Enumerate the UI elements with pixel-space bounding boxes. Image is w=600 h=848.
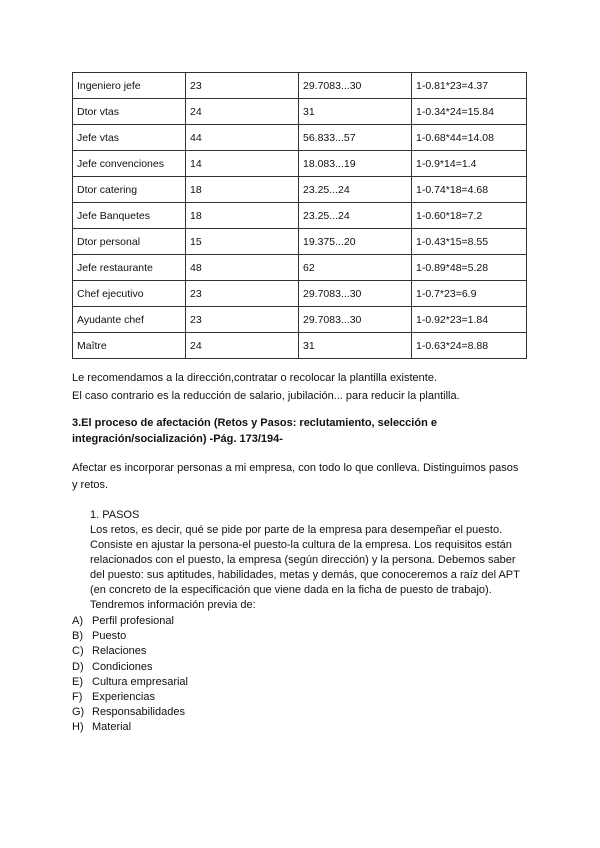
- calc-cell: 18.083...19: [299, 151, 412, 177]
- list-item-text: Experiencias: [92, 691, 155, 703]
- list-item-text: Cultura empresarial: [92, 675, 188, 688]
- list-item-text: Perfil profesional: [92, 615, 174, 627]
- list-item-text: Relaciones: [92, 645, 147, 658]
- list-item-text: Puesto: [92, 630, 127, 643]
- position-cell: Dtor catering: [73, 177, 186, 203]
- formula-cell: 1-0.7*23=6.9: [412, 281, 527, 307]
- formula-cell: 1-0.63*24=8.88: [412, 333, 527, 359]
- pasos-body-line: relacionados con el puesto, la empresa (según dirección) y la persona. Debemos saber: [90, 554, 516, 566]
- table-row: [73, 203, 527, 229]
- formula-cell: 1-0.89*48=5.28: [412, 255, 527, 281]
- value-cell: 14: [186, 151, 299, 177]
- pasos-body-line: Consiste en ajustar la persona-el puesto-la cultura de la empresa. Los requisitos están: [90, 539, 512, 551]
- recommendation-line-2: El caso contrario es la reducción de salario, jubilación... para reducir la plantilla.: [72, 390, 460, 402]
- calc-cell: 29.7083...30: [299, 281, 412, 307]
- list-marker: E): [72, 675, 83, 688]
- position-cell: Jefe convenciones: [73, 151, 186, 177]
- value-cell: 24: [186, 99, 299, 125]
- table-row: [73, 229, 527, 255]
- formula-cell: 1-0.9*14=1.4: [412, 151, 527, 177]
- calc-cell: 62: [299, 255, 412, 281]
- value-cell: 23: [186, 73, 299, 99]
- formula-cell: 1-0.81*23=4.37: [412, 73, 527, 99]
- table-row: [73, 73, 527, 99]
- list-item-text: Material: [92, 721, 132, 734]
- calc-cell: 19.375...20: [299, 229, 412, 255]
- pasos-body-line: (en concreto de la especificación que viene dada en la ficha de puesto de trabajo).: [90, 584, 492, 596]
- formula-cell: 1-0.92*23=1.84: [412, 307, 527, 333]
- list-marker: A): [72, 615, 83, 627]
- intro-line-2: y retos.: [72, 479, 109, 491]
- table-row: [73, 307, 527, 333]
- formula-cell: 1-0.68*44=14.08: [412, 125, 527, 151]
- calc-cell: 31: [299, 333, 412, 359]
- list-marker: F): [72, 691, 83, 703]
- pasos-body-line: del puesto: sus aptitudes, habilidades, metas y demás, que conoceremos a raíz del APT: [90, 569, 520, 581]
- position-cell: Ingeniero jefe: [73, 73, 186, 99]
- list-item: [72, 705, 185, 719]
- table-row: [73, 333, 527, 359]
- list-marker: H): [72, 721, 84, 734]
- list-item: [72, 614, 174, 628]
- value-cell: 24: [186, 333, 299, 359]
- list-item: [72, 690, 155, 704]
- section-heading-line-2: integración/socialización) -Pág. 173/194-: [72, 433, 283, 445]
- list-item-text: Responsabilidades: [92, 706, 185, 719]
- table-row: [73, 281, 527, 307]
- calc-cell: 29.7083...30: [299, 73, 412, 99]
- value-cell: 15: [186, 229, 299, 255]
- table-row: [73, 177, 527, 203]
- list-item: [72, 629, 126, 643]
- calc-cell: 23.25...24: [299, 203, 412, 229]
- section-heading-line-1: 3.El proceso de afectación (Retos y Pasos: reclutamiento, selección e: [72, 417, 437, 429]
- position-cell: Dtor vtas: [73, 99, 186, 125]
- pasos-body-line: Tendremos información previa de:: [90, 599, 256, 611]
- position-cell: Dtor personal: [73, 229, 186, 255]
- formula-cell: 1-0.34*24=15.84: [412, 99, 527, 125]
- calc-cell: 23.25...24: [299, 177, 412, 203]
- list-item: [72, 720, 131, 734]
- list-item: [72, 660, 153, 674]
- calc-cell: 31: [299, 99, 412, 125]
- list-marker: B): [72, 630, 83, 643]
- list-marker: G): [72, 706, 85, 719]
- recommendation-line-1: Le recomendamos a la dirección,contratar o recolocar la plantilla existente.: [72, 372, 438, 384]
- pasos-body-line: Los retos, es decir, qué se pide por parte de la empresa para desempeñar el puesto.: [90, 524, 503, 536]
- position-cell: Jefe restaurante: [73, 255, 186, 281]
- position-cell: Ayudante chef: [73, 307, 186, 333]
- table-row: [73, 255, 527, 281]
- list-marker: C): [72, 645, 84, 658]
- position-cell: Jefe Banquetes: [73, 203, 186, 229]
- formula-cell: 1-0.60*18=7.2: [412, 203, 527, 229]
- table-row: [73, 151, 527, 177]
- position-cell: Jefe vtas: [73, 125, 186, 151]
- value-cell: 18: [186, 203, 299, 229]
- table-row: [73, 125, 527, 151]
- position-cell: Maître: [73, 333, 186, 359]
- calc-cell: 56.833...57: [299, 125, 412, 151]
- value-cell: 23: [186, 281, 299, 307]
- value-cell: 23: [186, 307, 299, 333]
- calc-cell: 29.7083...30: [299, 307, 412, 333]
- staffing-table: [72, 72, 527, 359]
- value-cell: 18: [186, 177, 299, 203]
- value-cell: 44: [186, 125, 299, 151]
- formula-cell: 1-0.43*15=8.55: [412, 229, 527, 255]
- formula-cell: 1-0.74*18=4.68: [412, 177, 527, 203]
- list-item: [72, 644, 146, 658]
- list-item-text: Condiciones: [92, 660, 153, 673]
- pasos-title: 1. PASOS: [90, 509, 140, 521]
- intro-line-1: Afectar es incorporar personas a mi empresa, con todo lo que conlleva. Distinguimos pasos: [72, 462, 519, 474]
- list-item: [72, 675, 188, 689]
- position-cell: Chef ejecutivo: [73, 281, 186, 307]
- list-marker: D): [72, 660, 84, 673]
- value-cell: 48: [186, 255, 299, 281]
- table-row: [73, 99, 527, 125]
